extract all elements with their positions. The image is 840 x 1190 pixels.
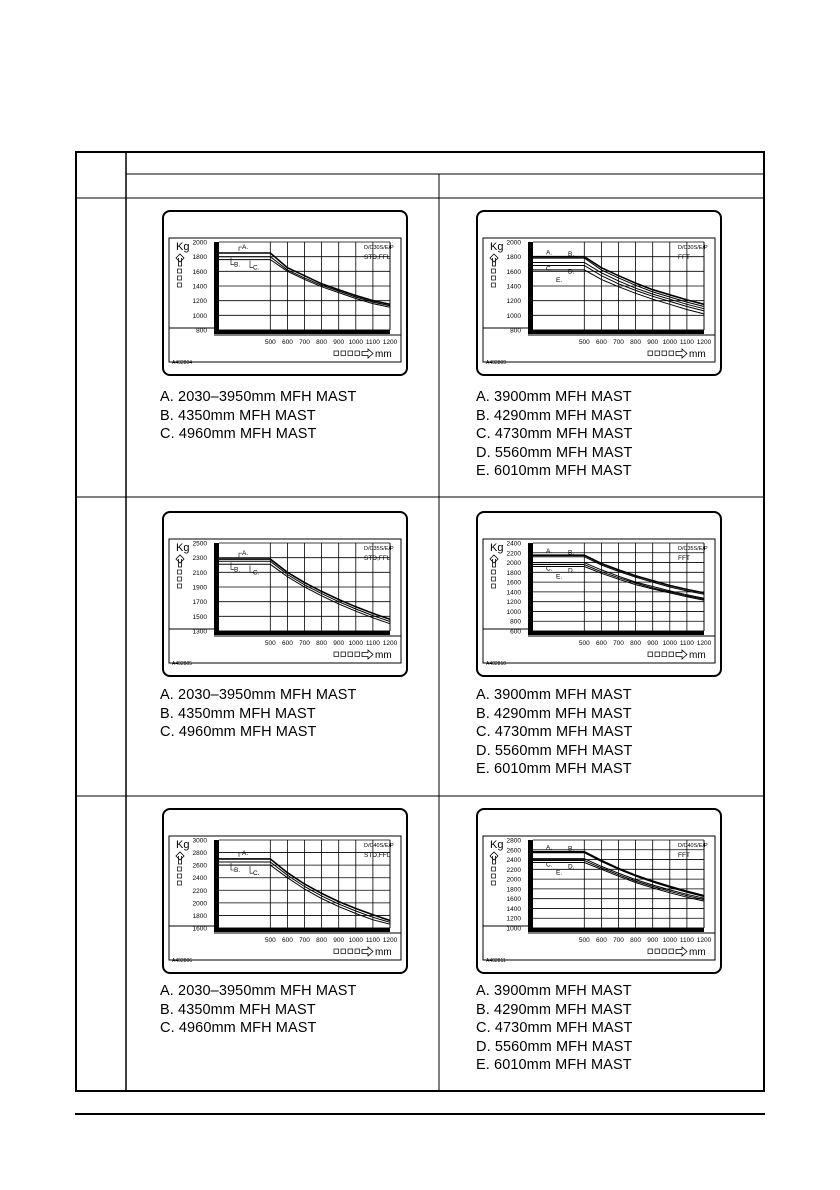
x-axis-unit: mm	[375, 650, 392, 661]
model-code: D/C30S/E/P	[364, 245, 394, 251]
y-tick-label: 1800	[506, 886, 521, 894]
model-code: D/C40S/E/P	[364, 843, 394, 849]
drawing-id: A402809	[486, 360, 507, 366]
curve-label: B.	[568, 845, 575, 853]
legend-item: D. 5560mm MFH MAST	[476, 742, 633, 759]
y-tick-label: 1800	[506, 569, 521, 577]
curve-label: C.	[546, 265, 553, 273]
x-axis-bar	[214, 928, 390, 932]
curve-label: B.	[234, 566, 241, 574]
model-code: D/C35S/E/P	[364, 546, 394, 552]
chart-plate	[477, 211, 721, 375]
x-tick-label: 900	[647, 937, 659, 944]
x-tick-label: 500	[264, 339, 276, 346]
y-tick-label: 1400	[506, 283, 521, 291]
legend-item: C. 4960mm MFH MAST	[160, 426, 317, 442]
y-axis-unit: Kg	[176, 839, 190, 851]
y-axis-bar	[528, 242, 533, 334]
x-axis-bar	[528, 928, 704, 932]
legend-item: B. 4350mm MFH MAST	[160, 705, 316, 722]
x-tick-label: 700	[299, 640, 310, 647]
legend-item: B. 4290mm MFH MAST	[476, 705, 632, 722]
y-tick-label: 1800	[192, 912, 207, 920]
curve-label: B.	[234, 261, 241, 269]
model-variant: FFT	[678, 254, 690, 261]
legend-item: A. 2030–3950mm MFH MAST	[160, 983, 357, 999]
legend-item: C. 4730mm MFH MAST	[476, 724, 633, 740]
x-tick-label: 500	[264, 640, 276, 647]
curve-label: C.	[546, 565, 553, 573]
y-tick-label: 1500	[192, 613, 207, 621]
curve-label: B.	[568, 549, 575, 557]
x-tick-label: 900	[333, 339, 345, 346]
y-tick-label: 3000	[192, 837, 207, 845]
y-tick-label: 1000	[506, 925, 521, 933]
y-tick-label: 1300	[192, 628, 207, 636]
x-axis-unit: mm	[689, 947, 706, 958]
model-code: D/C35S/E/P	[678, 546, 708, 552]
legend-item: A. 3900mm MFH MAST	[476, 983, 632, 999]
mast-legend	[160, 686, 357, 742]
drawing-id: A402806	[172, 958, 193, 964]
y-tick-label: 1200	[506, 298, 521, 306]
curve-label: C.	[253, 264, 260, 272]
y-tick-label: 2100	[192, 569, 207, 577]
curve-label: D.	[568, 863, 575, 871]
x-tick-label: 600	[595, 937, 607, 944]
x-tick-label: 1200	[696, 640, 712, 647]
y-tick-label: 1600	[506, 579, 521, 587]
legend-item: A. 2030–3950mm MFH MAST	[160, 389, 357, 405]
y-tick-label: 2000	[192, 900, 207, 908]
load-chart	[162, 511, 408, 677]
legend-item: A. 3900mm MFH MAST	[476, 389, 632, 405]
x-axis-unit: mm	[375, 947, 392, 958]
x-tick-label: 900	[647, 339, 659, 346]
x-tick-label: 1100	[365, 339, 380, 346]
model-code: D/C40S/E/P	[678, 843, 708, 849]
x-tick-label: 900	[333, 640, 345, 647]
y-tick-label: 2300	[192, 555, 207, 563]
x-tick-label: 800	[630, 937, 642, 944]
model-variant: STD,FFL	[364, 852, 391, 859]
y-tick-label: 800	[510, 618, 521, 626]
y-tick-label: 1400	[506, 589, 521, 597]
y-tick-label: 1600	[192, 268, 207, 276]
model-code: D/C30S/E/P	[678, 245, 708, 251]
curve-label: C.	[253, 870, 260, 878]
x-tick-label: 600	[595, 640, 607, 647]
curve-label: A.	[242, 550, 249, 558]
y-tick-label: 1800	[506, 254, 521, 262]
x-tick-label: 1200	[382, 937, 398, 944]
x-tick-label: 600	[281, 640, 293, 647]
curve-label: D.	[568, 268, 575, 276]
y-tick-label: 1000	[192, 312, 207, 320]
load-chart	[162, 210, 408, 376]
x-tick-label: 1000	[348, 937, 364, 944]
x-tick-label: 600	[595, 339, 607, 346]
legend-item: C. 4730mm MFH MAST	[476, 426, 633, 442]
legend-item: A. 2030–3950mm MFH MAST	[160, 687, 357, 703]
curve-label: C.	[253, 569, 260, 577]
load-chart	[162, 808, 408, 974]
y-axis-bar	[214, 840, 219, 932]
curve-label: A.	[546, 548, 553, 556]
x-tick-label: 1200	[696, 339, 712, 346]
x-tick-label: 500	[578, 339, 590, 346]
x-axis-unit: mm	[689, 349, 706, 360]
drawing-id: A402811	[486, 958, 506, 964]
y-tick-label: 2800	[506, 837, 521, 845]
legend-item: B. 4290mm MFH MAST	[476, 407, 632, 424]
y-tick-label: 2400	[192, 875, 207, 883]
y-tick-label: 1900	[192, 584, 207, 592]
y-axis-bar	[528, 543, 533, 635]
y-tick-label: 2600	[192, 862, 207, 870]
y-tick-label: 1600	[506, 896, 521, 904]
x-tick-label: 500	[264, 937, 276, 944]
x-tick-label: 1100	[679, 339, 694, 346]
x-tick-label: 700	[299, 937, 310, 944]
y-tick-label: 2200	[506, 550, 521, 558]
y-tick-label: 2500	[192, 540, 207, 548]
y-tick-label: 2000	[506, 876, 521, 884]
legend-item: C. 4960mm MFH MAST	[160, 724, 317, 740]
legend-item: B. 4290mm MFH MAST	[476, 1001, 632, 1018]
drawing-id: A402804	[172, 360, 193, 366]
x-tick-label: 1000	[348, 339, 364, 346]
x-tick-label: 800	[316, 640, 328, 647]
legend-item: E. 6010mm MFH MAST	[476, 1057, 632, 1073]
x-tick-label: 700	[299, 339, 310, 346]
x-axis-bar	[528, 330, 704, 334]
y-axis-unit: Kg	[490, 241, 504, 253]
drawing-id: A402805	[172, 661, 193, 667]
curve-label: B.	[234, 867, 241, 874]
x-tick-label: 1100	[365, 640, 380, 647]
x-tick-label: 1100	[365, 937, 380, 944]
chart-plate	[163, 211, 407, 375]
y-tick-label: 1600	[192, 925, 207, 933]
x-tick-label: 900	[333, 937, 345, 944]
x-axis-unit: mm	[689, 650, 706, 661]
x-tick-label: 1200	[382, 339, 398, 346]
y-tick-label: 800	[196, 327, 207, 335]
curve-label: D.	[568, 567, 575, 575]
y-tick-label: 2600	[506, 847, 521, 855]
x-tick-label: 1000	[662, 937, 678, 944]
curve-label: E.	[556, 276, 563, 284]
x-tick-label: 700	[613, 640, 624, 647]
legend-item: E. 6010mm MFH MAST	[476, 761, 632, 777]
mast-legend	[476, 982, 633, 1075]
y-tick-label: 1000	[506, 312, 521, 320]
y-tick-label: 1000	[506, 608, 521, 616]
curve-label: A.	[546, 844, 553, 852]
mast-legend	[160, 982, 357, 1038]
legend-item: B. 4350mm MFH MAST	[160, 1001, 316, 1018]
legend-item: D. 5560mm MFH MAST	[476, 1038, 633, 1055]
y-axis-bar	[214, 543, 219, 635]
legend-item: D. 5560mm MFH MAST	[476, 444, 633, 461]
curve-label: B.	[568, 251, 575, 259]
legend-item: A. 3900mm MFH MAST	[476, 687, 632, 703]
load-chart	[476, 511, 722, 677]
y-tick-label: 1200	[506, 599, 521, 607]
x-tick-label: 700	[613, 339, 624, 346]
x-tick-label: 600	[281, 339, 293, 346]
y-tick-label: 2400	[506, 857, 521, 865]
x-tick-label: 1000	[662, 640, 678, 647]
model-variant: STD,FFL	[364, 254, 391, 261]
x-tick-label: 800	[630, 640, 642, 647]
curve-label: E.	[556, 573, 563, 581]
y-tick-label: 2200	[192, 887, 207, 895]
y-tick-label: 600	[510, 628, 521, 636]
legend-item: E. 6010mm MFH MAST	[476, 463, 632, 479]
y-tick-label: 2000	[192, 239, 207, 247]
model-variant: STD,FFL	[364, 555, 391, 562]
x-tick-label: 1100	[679, 640, 694, 647]
y-tick-label: 2800	[192, 850, 207, 858]
x-tick-label: 1200	[696, 937, 712, 944]
x-tick-label: 800	[316, 339, 328, 346]
load-chart	[476, 210, 722, 376]
y-tick-label: 2400	[506, 540, 521, 548]
mast-legend	[476, 388, 633, 481]
x-tick-label: 800	[630, 339, 642, 346]
mast-legend	[160, 388, 357, 444]
y-tick-label: 2000	[506, 560, 521, 568]
y-axis-unit: Kg	[176, 542, 190, 554]
curve-label: A.	[242, 244, 249, 251]
mast-legend	[476, 686, 633, 779]
x-tick-label: 1100	[679, 937, 694, 944]
x-tick-label: 600	[281, 937, 293, 944]
curve-label: A.	[242, 849, 249, 857]
x-tick-label: 1200	[382, 640, 398, 647]
y-tick-label: 1200	[192, 298, 207, 306]
curve-label: C.	[546, 861, 553, 869]
y-axis-unit: Kg	[490, 542, 504, 554]
model-variant: FFT	[678, 555, 690, 562]
x-tick-label: 1000	[348, 640, 364, 647]
x-axis-bar	[214, 631, 390, 635]
x-axis-bar	[528, 631, 704, 635]
y-axis-unit: Kg	[490, 839, 504, 851]
x-axis-unit: mm	[375, 349, 392, 360]
y-axis-bar	[528, 840, 533, 932]
y-tick-label: 1400	[506, 905, 521, 913]
drawing-id: A402810	[486, 661, 507, 667]
x-tick-label: 1000	[662, 339, 678, 346]
curve-label: E.	[556, 869, 563, 877]
chart-plate	[163, 512, 407, 676]
curve-label: A.	[546, 249, 553, 257]
y-tick-label: 2200	[506, 866, 521, 874]
footer-rule	[75, 1113, 765, 1115]
y-tick-label: 1700	[192, 599, 207, 607]
y-tick-label: 1800	[192, 254, 207, 262]
y-tick-label: 1400	[192, 283, 207, 291]
y-axis-unit: Kg	[176, 241, 190, 253]
x-tick-label: 500	[578, 640, 590, 647]
legend-item: C. 4730mm MFH MAST	[476, 1020, 633, 1036]
model-variant: FFT	[678, 852, 690, 859]
x-tick-label: 700	[613, 937, 624, 944]
legend-item: C. 4960mm MFH MAST	[160, 1020, 317, 1036]
y-tick-label: 2000	[506, 239, 521, 247]
y-tick-label: 1600	[506, 268, 521, 276]
x-tick-label: 500	[578, 937, 590, 944]
y-axis-bar	[214, 242, 219, 334]
x-axis-bar	[214, 330, 390, 334]
y-tick-label: 1200	[506, 915, 521, 923]
legend-item: B. 4350mm MFH MAST	[160, 407, 316, 424]
load-chart	[476, 808, 722, 974]
y-tick-label: 800	[510, 327, 521, 335]
x-tick-label: 800	[316, 937, 328, 944]
x-tick-label: 900	[647, 640, 659, 647]
